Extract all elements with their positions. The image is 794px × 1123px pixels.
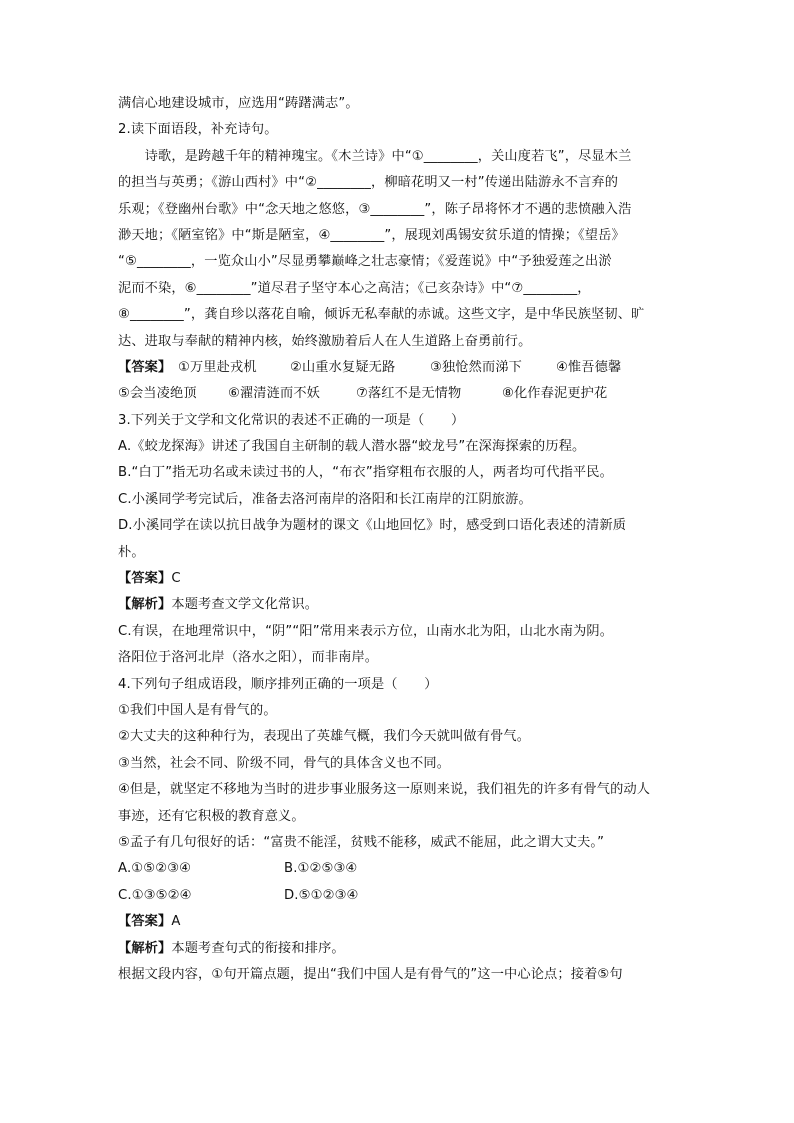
sentence-1: ①我们中国人是有骨气的。 [118,702,277,718]
text-line: 诗歌，是跨越千年的精神瑰宝。《木兰诗》中“①________，关山度若飞”，尽显木兰 [118,148,632,164]
text-line: C.有误，在地理常识中，“阴”“阳”常用来表示方位，山南水北为阳，山北水南为阴。 [118,623,614,639]
text-line: 洛阳位于洛河北岸（洛水之阳），而非南岸。 [118,650,379,666]
option-a: A.①⑤②③④ [118,861,192,877]
analysis-label: 【解析】 [118,940,172,956]
sentence-4: ④但是，就坚定不移地为当时的进步事业服务这一原则来说，我们祖先的许多有骨气的动人 [118,782,651,798]
text-line: 的担当与英勇；《游山西村》中“②________，柳暗花明又一村”传递出陆游永不言弃的 [118,175,619,191]
analysis-label: 【解析】 [118,597,172,613]
text-line: 乐观；《登幽州台歌》中“念天地之悠悠，③________”，陈子昂将怀才不遇的悲愤融入浩 [118,201,632,217]
document-body [118,91,678,988]
poem-answer: ①万里赴戎机 [178,359,257,375]
answer-label: 【答案】 [118,359,172,375]
text-line: 渺天地；《陋室铭》中“斯是陋室，④________”，展现刘禹锡安贫乐道的情操；《望岳》 [118,227,625,243]
poem-answer: ⑦落红不是无情物 [356,386,462,402]
analysis-text: 本题考查文学文化常识。 [171,597,319,613]
text-line: “⑤________，一览众山小”尽显勇攀巅峰之壮志豪情；《爱莲说》中“予独爱莲之出淤 [118,254,612,270]
option-c: C.①③⑤②④ [118,887,192,903]
answer-value: A [171,914,181,930]
poem-answer: ⑥濯清涟而不妖 [228,386,320,402]
text-line: 满信心地建设城市，应选用“踌躇满志”。 [118,96,359,111]
option-d-cont: 朴。 [118,544,145,560]
question-3-title: 3.下列关于文学和文化常识的表述不正确的一项是（ ） [118,412,465,428]
analysis-text: 本题考查句式的衔接和排序。 [171,940,345,956]
text-line: 根据文段内容，①句开篇点题，提出“我们中国人是有骨气的”这一中心论点；接着⑤句 [118,966,623,982]
poem-answers-row-2 [118,381,678,407]
q4-options-row-2 [118,883,678,909]
poem-answer: ④惟吾德馨 [556,359,622,375]
poem-answer: ②山重水复疑无路 [290,359,396,375]
poem-answer: ⑤会当凌绝顶 [118,386,197,402]
option-a: A.《蛟龙探海》讲述了我国自主研制的载人潜水器“蛟龙号”在深海探索的历程。 [118,439,586,455]
sentence-4-cont: 事迹，还有它积极的教育意义。 [118,808,305,824]
poem-answer: ⑧化作春泥更护花 [502,386,608,402]
option-b: B.①②⑤③④ [284,861,358,877]
text-line: 达、进取与奉献的精神内核，始终激励着后人在人生道路上奋勇前行。 [118,333,532,349]
q4-options-row-1 [118,856,678,882]
answer-label: 【答案】 [118,571,172,587]
poem-answers-row-1 [118,355,678,381]
q3-answer [118,566,678,592]
question-2-title: 2.读下面语段，补充诗句。 [118,122,278,138]
q4-analysis [118,936,678,962]
sentence-5: ⑤孟子有几句很好的话：“富贵不能淫，贫贱不能移，威武不能屈，此之谓大丈夫。” [118,834,605,850]
question-4-title: 4.下列句子组成语段，顺序排列正确的一项是（ ） [118,676,438,692]
answer-value: C [171,571,181,587]
poem-answer: ③独怆然而涕下 [430,359,522,375]
sentence-2: ②大丈夫的这种种行为，表现出了英雄气概，我们今天就叫做有骨气。 [118,729,531,745]
option-c: C.小溪同学考完试后，准备去洛河南岸的洛阳和长江南岸的江阴旅游。 [118,491,532,507]
answer-label: 【答案】 [118,914,172,930]
option-b: B.“白丁”指无功名或未读过书的人，“布衣”指穿粗布衣服的人，两者均可代指平民。 [118,465,613,481]
text-line: ⑧________”，龚自珍以落花自喻，倾诉无私奉献的赤诚。这些文字，是中华民族坚韧、旷 [118,307,645,323]
text-line: 泥而不染，⑥________”道尽君子坚守本心之高洁；《己亥杂诗》中“⑦________， [118,280,591,296]
q3-analysis [118,592,678,618]
option-d: D.小溪同学在读以抗日战争为题材的课文《山地回忆》时，感受到口语化表述的清新质 [118,518,627,534]
q4-answer [118,909,678,935]
option-d: D.⑤①②③④ [284,887,359,903]
sentence-3: ③当然，社会不同、阶级不同，骨气的具体含义也不同。 [118,755,451,771]
